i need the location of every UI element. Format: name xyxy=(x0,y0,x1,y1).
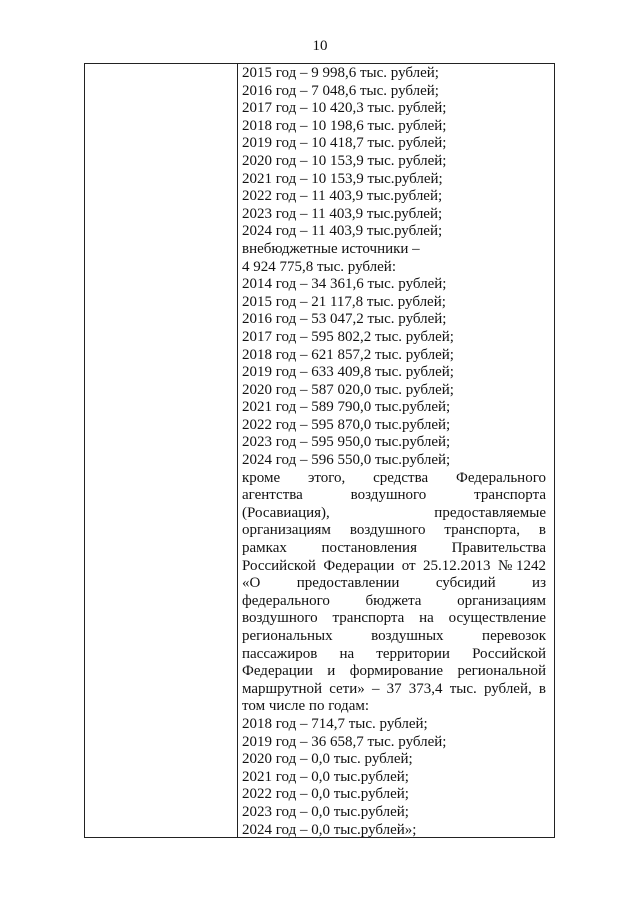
funding-table xyxy=(84,63,555,838)
text-line: Российской Федерации от 25.12.2013 №1242 xyxy=(242,557,546,574)
text-line: 2018 год – 621 857,2 тыс. рублей; xyxy=(242,346,454,363)
text-line: 2015 год – 21 117,8 тыс. рублей; xyxy=(242,293,446,310)
text-line: 4 924 775,8 тыс. рублей: xyxy=(242,258,396,275)
text-line: 2022 год – 0,0 тыс.рублей; xyxy=(242,786,409,803)
text-line: том числе по годам: xyxy=(242,698,370,715)
text-line: 2019 год – 10 418,7 тыс. рублей; xyxy=(242,135,447,152)
text-line: 2017 год – 10 420,3 тыс. рублей; xyxy=(242,100,447,117)
text-line: 2018 год – 10 198,6 тыс. рублей; xyxy=(242,117,447,134)
text-line: 2023 год – 0,0 тыс.рублей; xyxy=(242,803,409,820)
text-line: «О предоставлении субсидий из xyxy=(242,575,546,592)
text-line: рамках постановления Правительства xyxy=(242,540,546,557)
text-line: маршрутной сети» – 37 373,4 тыс. рублей, в xyxy=(242,680,546,697)
text-line: 2024 год – 0,0 тыс.рублей»; xyxy=(242,821,417,838)
text-line: 2024 год – 11 403,9 тыс.рублей; xyxy=(242,223,443,240)
page-number: 10 xyxy=(312,38,328,54)
text-line: 2014 год – 34 361,6 тыс. рублей; xyxy=(242,276,447,293)
text-line: 2016 год – 7 048,6 тыс. рублей; xyxy=(242,82,439,99)
text-line: 2019 год – 36 658,7 тыс. рублей; xyxy=(242,733,447,750)
text-line: региональных воздушных перевозок xyxy=(242,628,546,644)
text-line: 2020 год – 587 020,0 тыс. рублей; xyxy=(242,381,454,398)
text-line: 2020 год – 0,0 тыс. рублей; xyxy=(242,751,413,768)
funding-text-cell xyxy=(242,65,546,839)
text-line: 2024 год – 596 550,0 тыс.рублей; xyxy=(242,452,451,469)
text-line: 2021 год – 589 790,0 тыс.рублей; xyxy=(242,399,451,416)
text-line: 2018 год – 714,7 тыс. рублей; xyxy=(242,715,428,732)
text-line: 2015 год – 9 998,6 тыс. рублей; xyxy=(242,65,439,81)
text-line: 2022 год – 595 870,0 тыс.рублей; xyxy=(242,416,451,433)
text-line: воздушного транспорта на осуществление xyxy=(242,610,546,627)
text-line: пассажиров на территории Российской xyxy=(242,645,546,662)
text-line: внебюджетные источники – xyxy=(242,240,420,257)
text-line: организациям воздушного транспорта, в xyxy=(242,522,546,539)
column-divider xyxy=(237,64,238,837)
text-line: Федерации и формирование региональной xyxy=(242,663,546,680)
text-line: (Росавиация), предоставляемые xyxy=(242,504,546,521)
text-line: 2021 год – 0,0 тыс.рублей; xyxy=(242,768,409,785)
text-line: 2019 год – 633 409,8 тыс. рублей; xyxy=(242,364,454,381)
text-line: 2017 год – 595 802,2 тыс. рублей; xyxy=(242,328,454,345)
text-line: 2023 год – 595 950,0 тыс.рублей; xyxy=(242,434,451,451)
text-line: 2022 год – 11 403,9 тыс.рублей; xyxy=(242,188,443,205)
text-line: кроме этого, средства Федерального xyxy=(242,469,546,486)
text-line: 2020 год – 10 153,9 тыс. рублей; xyxy=(242,152,447,169)
text-line: 2016 год – 53 047,2 тыс. рублей; xyxy=(242,311,447,328)
text-line: 2021 год – 10 153,9 тыс.рублей; xyxy=(242,170,443,187)
text-line: федерального бюджета организациям xyxy=(242,592,546,609)
text-line: 2023 год – 11 403,9 тыс.рублей; xyxy=(242,205,443,222)
text-line: агентства воздушного транспорта xyxy=(242,487,546,504)
